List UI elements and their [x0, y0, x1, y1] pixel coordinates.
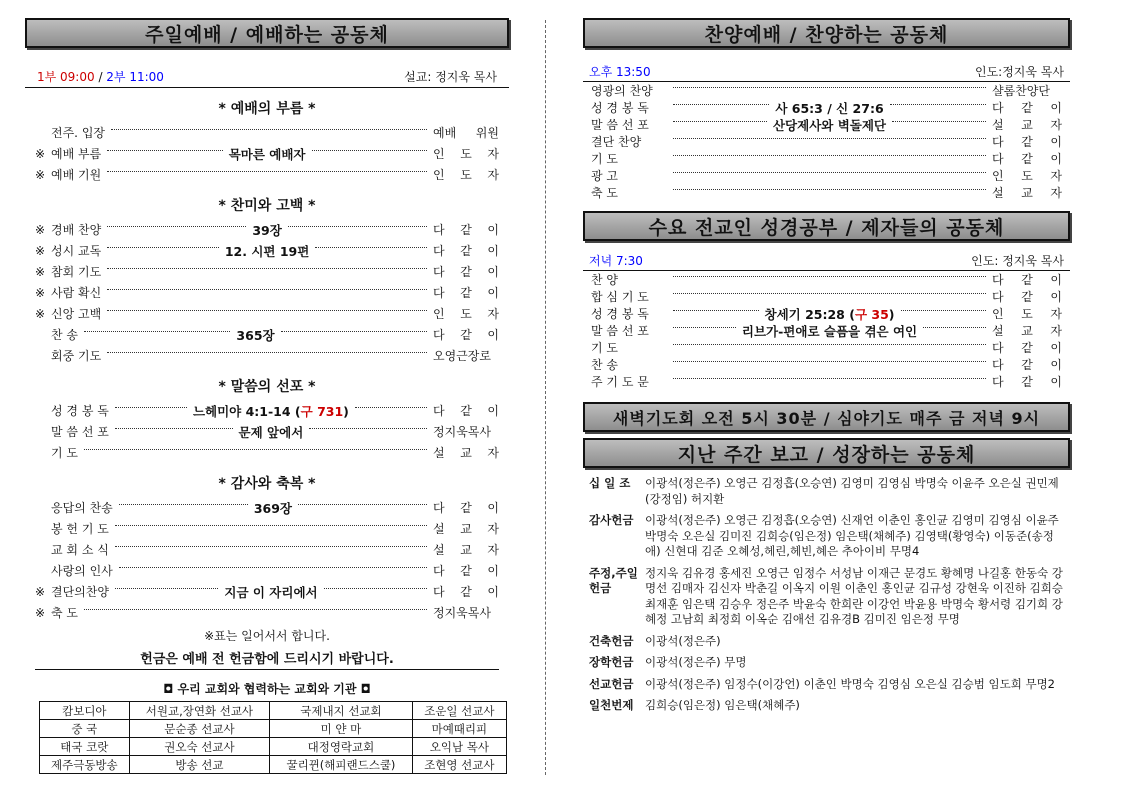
- service-row: [25, 518, 509, 539]
- row-leader: 정지욱목사: [433, 425, 491, 439]
- dot-leader: [673, 327, 736, 328]
- service-row: [25, 345, 509, 366]
- row-content: 리브가-편애로 슬픔을 겪은 여인: [741, 323, 918, 339]
- row-label: 말 씀 선 포: [591, 118, 649, 132]
- section-heading: * 말씀의 선포 *: [218, 379, 316, 395]
- stand-mark: ※: [35, 584, 46, 599]
- service-row: [25, 400, 509, 421]
- sunday-worship-column: [25, 18, 509, 774]
- dot-leader: [324, 588, 427, 589]
- report-names: 이광석(정은주) 무명: [645, 655, 747, 669]
- service-row: [25, 442, 509, 463]
- partners-table: [39, 701, 507, 774]
- service-row: [25, 324, 509, 345]
- dot-leader: [673, 276, 986, 277]
- row-leader: 인 도 자: [433, 147, 499, 161]
- service-row: [583, 305, 1070, 322]
- dot-leader: [673, 378, 986, 379]
- partner-cell: 태국 코랏: [40, 738, 130, 756]
- service-row: [583, 322, 1070, 339]
- dot-leader: [309, 428, 427, 429]
- row-label: 봉 헌 기 도: [51, 522, 109, 536]
- partner-cell: 캄보디아: [40, 702, 130, 720]
- dot-leader: [84, 609, 427, 610]
- partners-row: [40, 756, 507, 774]
- partner-cell: 방송 선교: [129, 756, 270, 774]
- service-row: [25, 539, 509, 560]
- dot-leader: [673, 310, 759, 311]
- row-label: 예배 기원: [51, 168, 102, 182]
- stand-mark: ※: [35, 167, 46, 182]
- dot-leader: [107, 289, 427, 290]
- report-item: [583, 655, 1070, 671]
- stand-note: ※표는 일어서서 합니다.: [204, 629, 330, 643]
- row-label: 신앙 고백: [51, 307, 102, 321]
- row-leader: 다 같 이: [433, 328, 500, 342]
- report-category: 일천번제: [589, 698, 634, 712]
- section-heading: * 감사와 축복 *: [218, 476, 316, 492]
- row-content: 12. 시편 19편: [224, 243, 310, 259]
- row-label: 영광의 찬양: [591, 84, 653, 98]
- dot-leader: [673, 189, 986, 190]
- page-divider: [545, 20, 546, 775]
- partner-cell: 대정영락교회: [270, 738, 413, 756]
- row-label: 응답의 찬송: [51, 501, 113, 515]
- stand-mark: ※: [35, 146, 46, 161]
- service-row: [25, 560, 509, 581]
- report-category: 주정,주일헌금: [589, 565, 638, 595]
- dot-leader: [107, 226, 246, 227]
- report-category: 장학헌금: [589, 655, 634, 669]
- report-category: 감사헌금: [589, 513, 634, 527]
- dot-leader: [673, 172, 986, 173]
- dot-leader: [315, 247, 427, 248]
- row-label: 성 경 봉 독: [591, 307, 649, 321]
- partner-cell: 서원교,장연화 선교사: [129, 702, 270, 720]
- praise-time: 오후 13:50: [589, 65, 651, 79]
- report-category: 선교헌금: [589, 676, 634, 691]
- report-category: 건축헌금: [589, 633, 634, 648]
- service-row: [583, 99, 1070, 116]
- row-label: 주 기 도 문: [591, 375, 649, 389]
- row-leader: 설 교 자: [433, 446, 499, 460]
- row-content: 산당제사와 벽돌제단: [772, 117, 887, 133]
- dot-leader: [107, 150, 223, 151]
- service-row: [25, 581, 509, 602]
- row-label: 경배 찬양: [51, 223, 102, 237]
- service-row: [583, 373, 1070, 390]
- dot-leader: [107, 310, 427, 311]
- section-heading: * 예배의 부름 *: [218, 101, 316, 117]
- dot-leader: [119, 504, 248, 505]
- praise-leader: 인도:정지욱 목사: [974, 65, 1064, 79]
- dot-leader: [673, 155, 986, 156]
- row-label: 기 도: [591, 341, 618, 355]
- dot-leader: [111, 129, 427, 130]
- row-label: 축 도: [51, 606, 78, 620]
- service-row: [583, 150, 1070, 167]
- service-row: [583, 133, 1070, 150]
- wednesday-leader: 인도: 정지욱 목사: [971, 254, 1064, 268]
- service-row: [25, 122, 509, 143]
- row-label: 기 도: [51, 446, 78, 460]
- row-label: 결단 찬양: [591, 135, 642, 149]
- row-leader: 설 교 자: [433, 543, 499, 557]
- dot-leader: [115, 428, 233, 429]
- report-item: [583, 476, 1070, 507]
- section-heading: * 찬미와 고백 *: [218, 198, 316, 214]
- row-leader: 인 도 자: [433, 168, 499, 182]
- row-content: 39장: [252, 222, 282, 238]
- service-row: [25, 240, 509, 261]
- row-label: 광 고: [591, 169, 618, 183]
- report-item: [583, 566, 1070, 628]
- dot-leader: [673, 361, 986, 362]
- dot-leader: [107, 247, 219, 248]
- preacher: 설교: 정지욱 목사: [404, 70, 497, 84]
- dot-leader: [119, 567, 427, 568]
- service-row: [583, 184, 1070, 201]
- dot-leader: [288, 226, 427, 227]
- report-names: 이광석(정은주) 오영근 김정흡(오승연) 신재언 이춘인 홍인균 김영미 김영심 이윤주 박명숙 오은실 김미진 김희승(임은정) 임은택(채혜주) 김영택(황영숙) 이동준(송정애) 신현대 김준 오혜성,헤린,헤빈,혜은 추아이비 무명4: [645, 513, 1059, 558]
- row-label: 성 경 봉 독: [51, 404, 109, 418]
- row-leader: 다 같 이: [433, 223, 500, 237]
- row-label: 전주. 입장: [51, 126, 105, 140]
- dot-leader: [107, 352, 427, 353]
- stand-mark: ※: [35, 306, 46, 321]
- service-row: [583, 339, 1070, 356]
- row-leader: 설 교 자: [992, 186, 1062, 200]
- stand-mark: ※: [35, 264, 46, 279]
- row-leader: 다 같 이: [433, 404, 500, 418]
- row-content: 지금 이 자리에서: [224, 584, 318, 600]
- hymn-ref: 구 35: [854, 306, 889, 322]
- report-item: [583, 513, 1070, 560]
- service-row: [25, 143, 509, 164]
- row-leader: 다 같 이: [992, 341, 1062, 355]
- dot-leader: [892, 121, 986, 122]
- row-content: 목마른 예배자: [228, 146, 306, 162]
- report-item: [583, 698, 1070, 714]
- weekly-report: [583, 476, 1070, 714]
- row-label: 사람 확신: [51, 286, 102, 300]
- report-names: 이광석(정은주) 오영근 김정흡(오승연) 김영미 김영심 박명숙 이윤주 오은실 권민제(강정임) 허지환: [645, 476, 1059, 506]
- service-row: [25, 421, 509, 442]
- partner-cell: 조운일 선교사: [412, 702, 506, 720]
- dot-leader: [673, 293, 986, 294]
- dot-leader: [107, 268, 427, 269]
- service-row: [583, 116, 1070, 133]
- row-label: 회중 기도: [51, 349, 102, 363]
- service-row: [583, 167, 1070, 184]
- report-item: [583, 677, 1070, 693]
- service-row: [583, 288, 1070, 305]
- dot-leader: [298, 504, 427, 505]
- offering-note: 헌금은 예배 전 헌금함에 드리시기 바랍니다.: [35, 648, 499, 670]
- dot-leader: [84, 331, 230, 332]
- dot-leader: [281, 331, 427, 332]
- partner-cell: 중 국: [40, 720, 130, 738]
- row-label: 참회 기도: [51, 265, 102, 279]
- dot-leader: [901, 310, 987, 311]
- report-category: 십 일 조: [589, 476, 631, 490]
- row-leader: 다 같 이: [992, 375, 1062, 389]
- row-label: 결단의찬양: [51, 585, 109, 599]
- row-label: 말 씀 선 포: [591, 324, 649, 338]
- dot-leader: [312, 150, 428, 151]
- dot-leader: [673, 121, 767, 122]
- service-row: [25, 282, 509, 303]
- praise-time-line: [583, 62, 1070, 82]
- row-label: 축 도: [591, 186, 618, 200]
- report-names: 이광석(정은주) 임정수(이강언) 이춘인 박명숙 김영심 오은실 김승범 임도희 무명2: [645, 676, 1055, 691]
- row-leader: 인 도 자: [992, 169, 1062, 183]
- row-label: 찬 양: [591, 273, 618, 287]
- report-names: 이광석(정은주): [645, 633, 721, 648]
- row-label: 찬 송: [591, 358, 618, 372]
- partner-cell: 제주극동방송: [40, 756, 130, 774]
- order-of-service: [25, 98, 509, 623]
- dot-leader: [673, 104, 769, 105]
- wednesday-time: 저녁 7:30: [589, 254, 643, 268]
- stand-mark: ※: [35, 222, 46, 237]
- partner-cell: 국제내지 선교회: [270, 702, 413, 720]
- row-leader: 인 도 자: [992, 307, 1063, 321]
- wednesday-time-line: [583, 251, 1070, 271]
- dot-leader: [923, 327, 986, 328]
- service-times: 1부 09:00 / 2부 11:00: [37, 70, 164, 84]
- service-row: [583, 356, 1070, 373]
- right-column: [583, 18, 1070, 720]
- partners-row: [40, 720, 507, 738]
- partners-title: ◘ 우리 교회와 협력하는 교회와 기관 ◘: [163, 682, 371, 696]
- service-row: [25, 219, 509, 240]
- dot-leader: [84, 449, 427, 450]
- dot-leader: [673, 87, 986, 88]
- partner-cell: 권오숙 선교사: [129, 738, 270, 756]
- row-content: 느헤미야 4:1-14 (구 731): [192, 403, 349, 419]
- row-leader: 다 같 이: [992, 152, 1062, 166]
- row-label: 기 도: [591, 152, 618, 166]
- dot-leader: [107, 171, 427, 172]
- row-leader: 설 교 자: [992, 118, 1062, 132]
- praise-order: [583, 82, 1070, 201]
- row-leader: 예배 위원: [433, 126, 499, 140]
- row-label: 교 회 소 식: [51, 543, 109, 557]
- service-row: [583, 271, 1070, 288]
- stand-mark: ※: [35, 605, 46, 620]
- row-label: 합 심 기 도: [591, 290, 649, 304]
- row-content: 369장: [253, 500, 292, 516]
- stand-mark: ※: [35, 243, 46, 258]
- dot-leader: [115, 407, 187, 408]
- service-row: [25, 303, 509, 324]
- service-row: [25, 164, 509, 185]
- row-content: 365장: [236, 327, 275, 343]
- report-names: 김희승(임은정) 임은택(채혜주): [645, 698, 800, 712]
- dot-leader: [890, 104, 986, 105]
- row-leader: 설 교 자: [433, 522, 499, 536]
- praise-worship-title: 찬양예배 / 찬양하는 공동체: [583, 18, 1070, 48]
- report-item: [583, 634, 1070, 650]
- row-leader: 다 같 이: [433, 585, 500, 599]
- dot-leader: [673, 138, 986, 139]
- row-leader: 다 같 이: [992, 358, 1062, 372]
- row-leader: 다 같 이: [992, 135, 1062, 149]
- row-leader: 다 같 이: [433, 564, 499, 578]
- dot-leader: [115, 525, 427, 526]
- dot-leader: [115, 546, 427, 547]
- partner-cell: 미 얀 마: [270, 720, 413, 738]
- row-content: 창세기 25:28 (구 35): [764, 306, 895, 322]
- row-leader: 다 같 이: [433, 501, 500, 515]
- row-leader: 인 도 자: [433, 307, 499, 321]
- row-leader: 다 같 이: [992, 290, 1062, 304]
- row-label: 찬 송: [51, 328, 78, 342]
- wednesday-study-title: 수요 전교인 성경공부 / 제자들의 공동체: [583, 211, 1070, 241]
- dawn-prayer-banner: 새벽기도회 오전 5시 30분 / 심야기도 매주 금 저녁 9시: [583, 402, 1070, 432]
- sunday-time-line: [25, 66, 509, 88]
- row-leader: 다 같 이: [433, 265, 499, 279]
- hymn-ref: 구 731: [300, 403, 344, 419]
- partners-row: [40, 738, 507, 756]
- row-leader: 다 같 이: [433, 244, 499, 258]
- partner-cell: 마예때리피: [412, 720, 506, 738]
- partner-cell: 오익남 목사: [412, 738, 506, 756]
- row-content: 사 65:3 / 신 27:6: [775, 100, 884, 116]
- row-leader: 오영근장로: [433, 349, 491, 363]
- partners-row: [40, 702, 507, 720]
- row-leader: 다 같 이: [433, 286, 499, 300]
- weekly-report-title: 지난 주간 보고 / 성장하는 공동체: [583, 438, 1070, 468]
- dot-leader: [355, 407, 427, 408]
- service-row: [25, 602, 509, 623]
- row-label: 사랑의 인사: [51, 564, 113, 578]
- service-row: [25, 497, 509, 518]
- row-leader: 샬롬찬양단: [992, 84, 1050, 98]
- row-leader: 설 교 자: [992, 324, 1063, 338]
- report-names: 정지욱 김유경 홍세진 오영근 임정수 서성남 이재근 문경도 황혜명 나길홍 한동숙 강명선 김매자 김신자 박춘길 이옥지 이원 이춘인 홍인균 김규성 강현욱 이진하 김희승 최재훈 임은택 김승우 정은주 박윤숙 한희란 이강언 박윤용 박명숙 황서령 김기희 강혜정 고남희 최정희 이옥순 김애선 김유경B 김미진 임은정 무명: [645, 565, 1063, 626]
- row-leader: 다 같 이: [992, 273, 1062, 287]
- dot-leader: [673, 344, 986, 345]
- row-label: 성 경 봉 독: [591, 101, 649, 115]
- row-label: 성시 교독: [51, 244, 102, 258]
- row-leader: 정지욱목사: [433, 606, 491, 620]
- wednesday-order: [583, 271, 1070, 390]
- service-row: [25, 261, 509, 282]
- sunday-worship-title: 주일예배 / 예배하는 공동체: [25, 18, 509, 48]
- row-content: 문제 앞에서: [238, 424, 304, 440]
- partner-cell: 꿀리뀐(해피랜드스쿨): [270, 756, 413, 774]
- row-label: 말 씀 선 포: [51, 425, 109, 439]
- dot-leader: [115, 588, 218, 589]
- service-row: [583, 82, 1070, 99]
- partner-cell: 조현영 선교사: [412, 756, 506, 774]
- row-label: 예배 부름: [51, 147, 102, 161]
- row-leader: 다 같 이: [992, 101, 1062, 115]
- stand-mark: ※: [35, 285, 46, 300]
- partner-cell: 문순종 선교사: [129, 720, 270, 738]
